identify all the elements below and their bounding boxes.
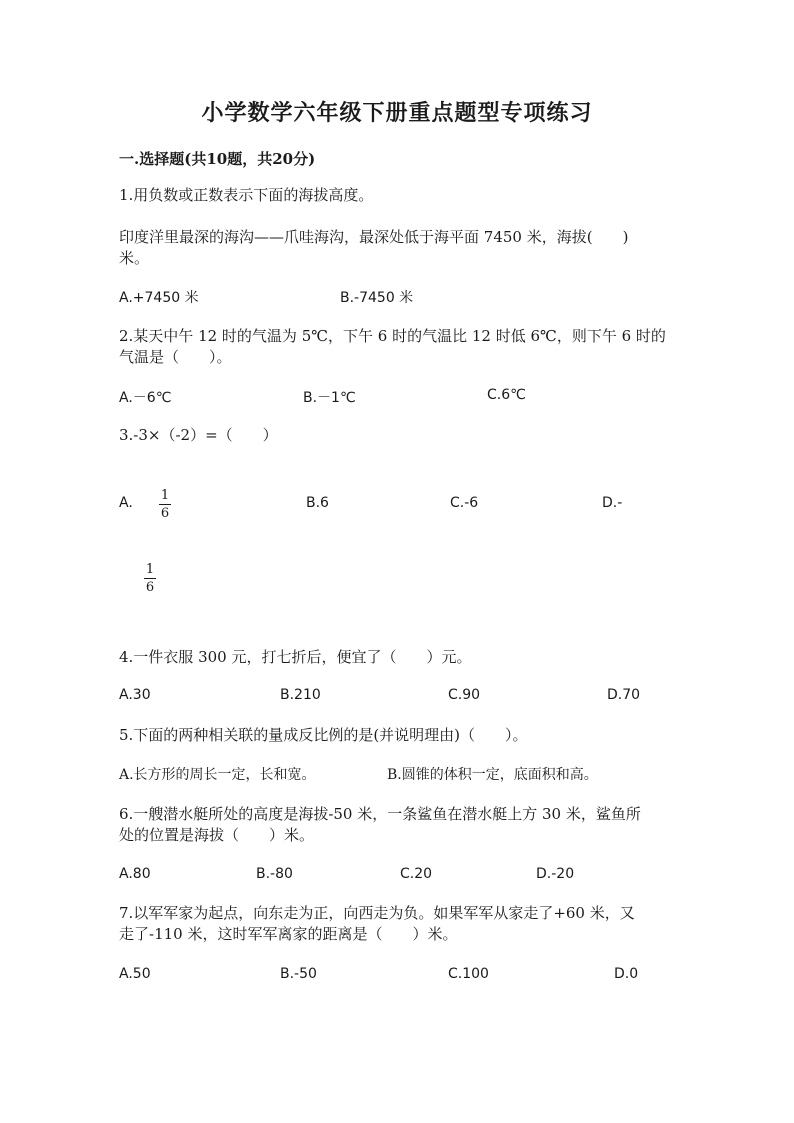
- question-6-line1: 6.一艘潜水艇所处的高度是海拔-50 米，一条鲨鱼在潜水艇上方 30 米，鲨鱼所: [119, 805, 641, 823]
- question-1-detail-line2: 米。: [119, 249, 150, 267]
- question-3-option-c: C.-6: [450, 495, 479, 511]
- question-6-option-d: D.-20: [536, 866, 575, 882]
- page-title: 小学数学六年级下册重点题型专项练习: [201, 100, 593, 126]
- question-7-line2: 走了-110 米，这时军军离家的距离是（ ）米。: [119, 925, 458, 943]
- question-3-option-a: A.: [119, 495, 133, 511]
- question-7-option-c: C.100: [448, 966, 489, 982]
- question-1-option-a: A.+7450 米: [119, 290, 199, 306]
- question-3-option-d-fraction: [144, 562, 156, 595]
- question-5-option-a: A.长方形的周长一定，长和宽。: [119, 767, 316, 783]
- question-4-option-a: A.30: [119, 687, 151, 703]
- question-4-option-d: D.70: [607, 687, 641, 703]
- question-1-detail-line1: 印度洋里最深的海沟——爪哇海沟，最深处低于海平面 7450 米，海拔( ): [119, 228, 629, 246]
- question-1-option-b: B.-7450 米: [340, 290, 414, 306]
- question-4-stem: 4.一件衣服 300 元，打七折后，便宜了（ ）元。: [119, 648, 472, 666]
- fraction-denominator: 6: [145, 580, 155, 595]
- question-7-option-a: A.50: [119, 966, 151, 982]
- question-6-option-c: C.20: [400, 866, 433, 882]
- question-3-option-a-fraction: [159, 488, 171, 521]
- question-5-option-b: B.圆锥的体积一定，底面积和高。: [387, 767, 598, 783]
- fraction-bar: [159, 504, 171, 505]
- question-1-stem: 1.用负数或正数表示下面的海拔高度。: [119, 186, 374, 204]
- question-3-option-b: B.6: [306, 495, 329, 511]
- question-7-line1: 7.以军军家为起点，向东走为正，向西走为负。如果军军从家走了+60 米，又: [119, 904, 635, 922]
- fraction-numerator: 1: [160, 488, 170, 503]
- question-5-stem: 5.下面的两种相关联的量成反比例的是(并说明理由)（ ）。: [119, 726, 528, 744]
- fraction-numerator: 1: [145, 562, 155, 577]
- question-3-stem: 3.-3×（-2）=（ ）: [119, 426, 278, 444]
- question-3-option-d: D.-: [602, 495, 623, 511]
- question-6-option-a: A.80: [119, 866, 151, 882]
- question-6-line2: 处的位置是海拔（ ）米。: [119, 826, 315, 844]
- question-7-option-b: B.-50: [280, 966, 317, 982]
- question-6-option-b: B.-80: [256, 866, 293, 882]
- question-4-option-c: C.90: [448, 687, 481, 703]
- question-2-line2: 气温是（ ）。: [119, 348, 232, 366]
- question-7-option-d: D.0: [614, 966, 639, 982]
- question-2-option-c: C.6℃: [487, 387, 526, 403]
- question-2-option-a: A.－6℃: [119, 390, 172, 406]
- section-heading: 一.选择题(共10题，共20分): [119, 150, 316, 168]
- question-2-line1: 2.某天中午 12 时的气温为 5℃，下午 6 时的气温比 12 时低 6℃，则下午 6 时的: [119, 327, 666, 345]
- question-2-option-b: B.－1℃: [303, 390, 356, 406]
- question-4-option-b: B.210: [280, 687, 321, 703]
- fraction-bar: [144, 578, 156, 579]
- fraction-denominator: 6: [160, 506, 170, 521]
